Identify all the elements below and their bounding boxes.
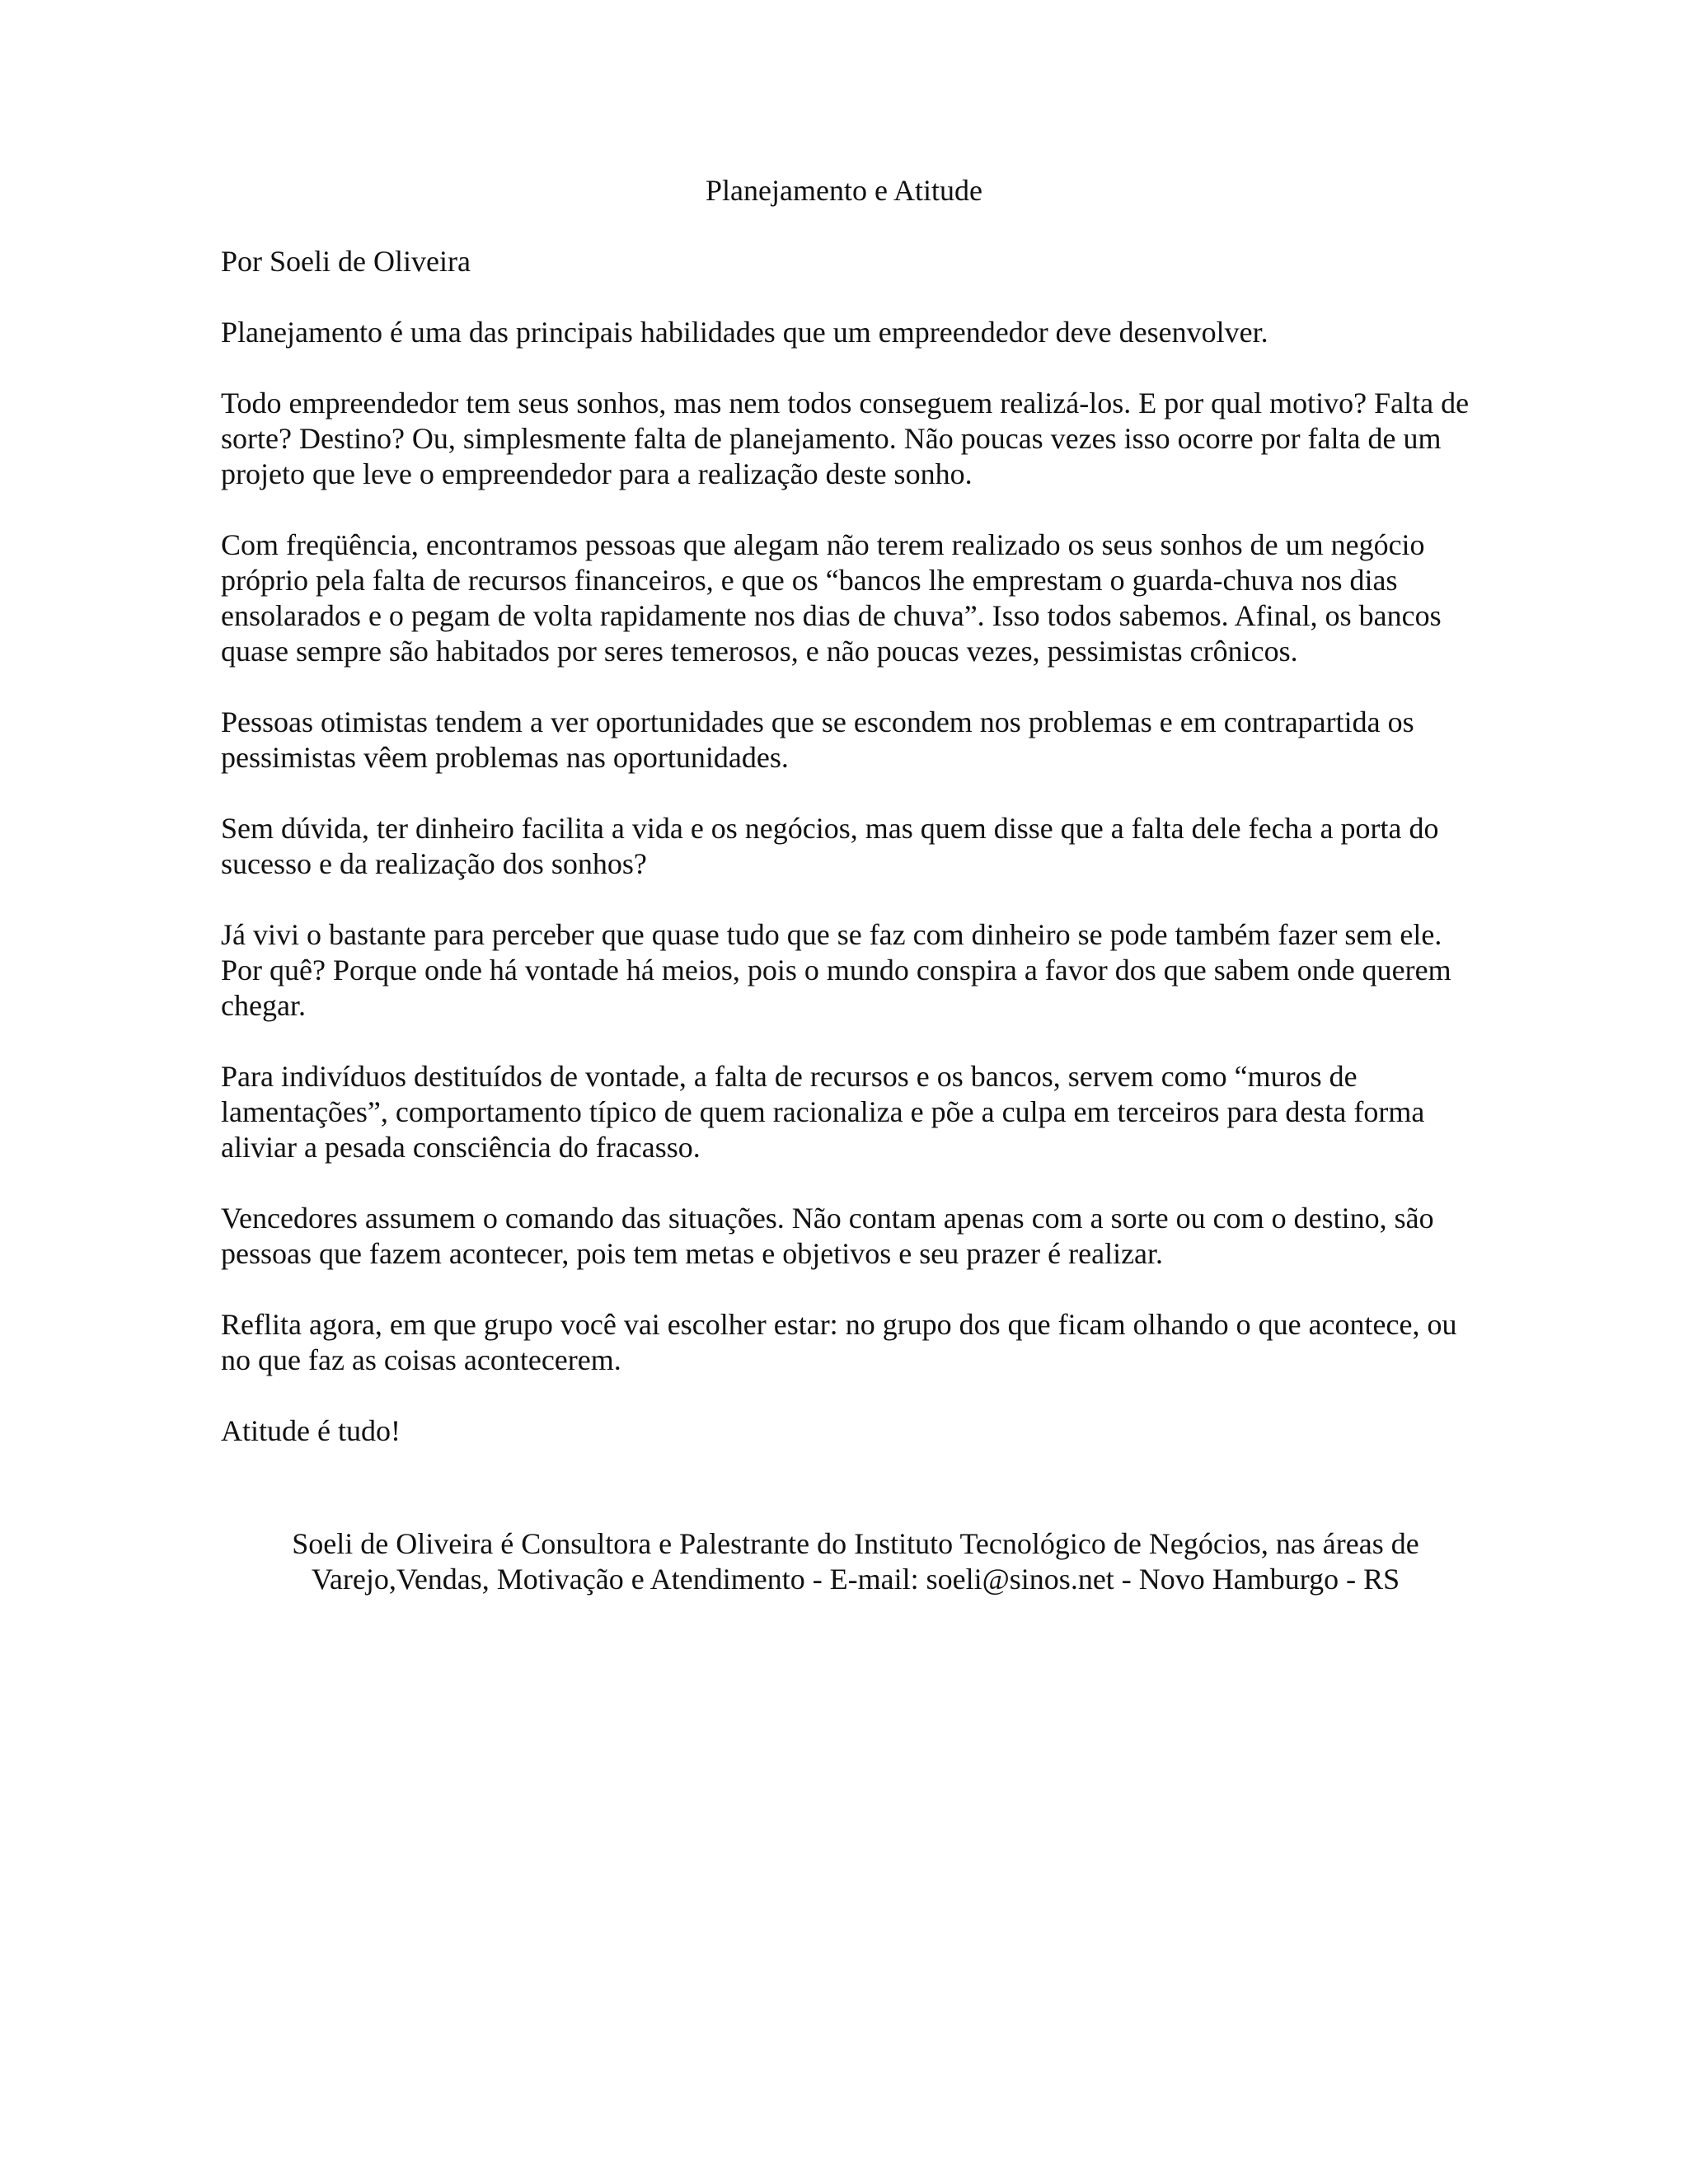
document-title: Planejamento e Atitude: [706, 174, 982, 207]
author-byline: Por Soeli de Oliveira: [221, 245, 471, 278]
paragraph-3: Com freqüência, encontramos pessoas que alegam não terem realizado os seus sonhos de um negócio próprio pela falta de recursos financeiros, e que os “bancos lhe emprestam o guarda-chuva nos dias ensolarados e o pegam de volta rapidamente nos dias de chuva”. Isso todos sabemos. Afinal, os bancos quase sempre são habitados por seres temerosos, e não poucas vezes, pessimistas crônicos.: [221, 528, 1442, 668]
paragraph-7: Para indivíduos destituídos de vontade, a falta de recursos e os bancos, servem como “muros de lamentações”, comportamento típico de quem racionaliza e põe a culpa em terceiros para desta forma aliviar a pesada consciência do fracasso.: [221, 1060, 1425, 1164]
paragraph-10: Atitude é tudo!: [221, 1414, 401, 1447]
paragraph-2: Todo empreendedor tem seus sonhos, mas nem todos conseguem realizá-los. E por qual motivo? Falta de sorte? Destino? Ou, simplesmente falta de planejamento. Não poucas vezes isso ocorre por falta de um projeto que leve o empreendedor para a realização deste sonho.: [221, 387, 1470, 490]
paragraph-6: Já vivi o bastante para perceber que quase tudo que se faz com dinheiro se pode também fazer sem ele. Por quê? Porque onde há vontade há meios, pois o mundo conspira a favor dos que sabem onde querem chegar.: [221, 918, 1451, 1022]
paragraph-1: Planejamento é uma das principais habilidades que um empreendedor deve desenvolver.: [221, 316, 1268, 349]
paragraph-4: Pessoas otimistas tendem a ver oportunidades que se escondem nos problemas e em contrapartida os pessimistas vêem problemas nas oportunidades.: [221, 705, 1414, 774]
author-footer-note: Soeli de Oliveira é Consultora e Palestrante do Instituto Tecnológico de Negócios, nas áreas de Varejo,Vendas, Motivação e Atendimento - E-mail: soeli@sinos.net - Novo Hamburgo - RS: [292, 1527, 1419, 1596]
paragraph-8: Vencedores assumem o comando das situações. Não contam apenas com a sorte ou com o destino, são pessoas que fazem acontecer, pois tem metas e objetivos e seu prazer é realizar.: [221, 1202, 1434, 1270]
article-body: [221, 244, 1490, 1484]
paragraph-5: Sem dúvida, ter dinheiro facilita a vida e os negócios, mas quem disse que a falta dele fecha a porta do sucesso e da realização dos sonhos?: [221, 812, 1439, 880]
paragraph-9: Reflita agora, em que grupo você vai escolher estar: no grupo dos que ficam olhando o que acontece, ou no que faz as coisas acontecerem.: [221, 1308, 1457, 1376]
